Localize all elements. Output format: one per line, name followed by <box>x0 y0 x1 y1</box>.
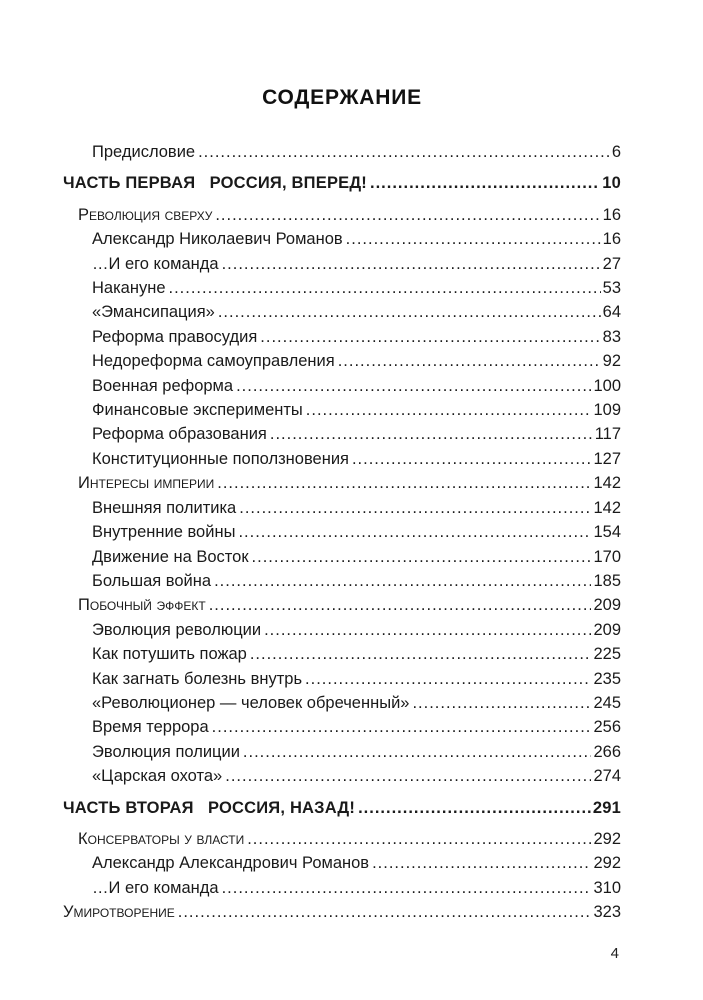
toc-entry-page: 292 <box>593 854 621 873</box>
toc-entry <box>63 374 621 398</box>
toc-entry-label: Революция сверху <box>78 205 213 224</box>
toc-entry-page: 64 <box>602 303 621 322</box>
toc-entry-label: Эволюция полиции <box>92 742 240 761</box>
toc-entry-label: Как загнать болезнь внутрь <box>92 669 303 688</box>
toc-entry-label: Большая война <box>92 571 212 590</box>
toc-entry <box>63 349 621 373</box>
page-number: 4 <box>610 945 619 962</box>
toc-entry-page: 6 <box>611 143 621 161</box>
toc-entry-page: 245 <box>593 693 621 712</box>
toc-entry-label: Александр Александрович Романов <box>92 854 370 873</box>
toc-entry <box>63 471 621 495</box>
toc-list <box>63 140 621 925</box>
toc-entry <box>63 569 621 593</box>
toc-entry <box>63 398 621 422</box>
toc-entry <box>63 300 621 324</box>
toc-entry-label: Александр Николаевич Романов <box>92 230 343 249</box>
toc-entry-label: Военная реформа <box>92 376 234 395</box>
toc-entry-page: 235 <box>593 669 621 688</box>
dot-leader <box>346 227 601 251</box>
dot-leader <box>372 851 591 875</box>
toc-entry <box>63 667 621 691</box>
dot-leader <box>222 252 601 276</box>
dot-leader <box>252 545 592 569</box>
toc-entry-label: Недореформа самоуправления <box>92 352 335 371</box>
dot-leader <box>352 447 592 471</box>
toc-entry-page: 225 <box>593 645 621 664</box>
toc-entry <box>63 715 621 739</box>
toc-entry <box>63 325 621 349</box>
toc-entry-page: 323 <box>593 903 621 922</box>
toc-entry-label: Интересы империи <box>78 474 215 493</box>
toc-entry-page: 10 <box>602 174 621 193</box>
dot-leader <box>238 520 591 544</box>
dot-leader <box>260 325 600 349</box>
toc-entry-page: 256 <box>593 718 621 737</box>
toc-entry-page: 16 <box>602 230 621 249</box>
toc-entry-page: 100 <box>593 376 621 395</box>
toc-entry <box>63 203 621 227</box>
toc-entry-page: 154 <box>593 523 621 542</box>
toc-entry <box>63 618 621 642</box>
toc-entry-page: 142 <box>593 474 621 493</box>
toc-entry-label: «Революционер — человек обреченный» <box>92 693 410 712</box>
toc-entry-label: ЧАСТЬ ВТОРАЯ РОССИЯ, НАЗАД! <box>63 798 356 817</box>
toc-entry-page: 92 <box>602 352 621 371</box>
toc-entry-label: Движение на Восток <box>92 547 249 566</box>
toc-entry-label: Накануне <box>92 279 166 298</box>
dot-leader <box>247 827 591 851</box>
dot-leader <box>222 876 592 900</box>
toc-entry-label: Предисловие <box>92 143 196 161</box>
toc-entry-page: 109 <box>593 401 621 420</box>
dot-leader <box>239 496 591 520</box>
dot-leader <box>212 715 592 739</box>
toc-entry <box>63 691 621 715</box>
toc-entry <box>63 227 621 251</box>
toc-title: СОДЕРЖАНИЕ <box>262 86 422 109</box>
toc-entry <box>63 422 621 446</box>
toc-entry <box>63 252 621 276</box>
toc-entry-page: 83 <box>602 327 621 346</box>
dot-leader <box>306 398 592 422</box>
toc-entry-page: 291 <box>592 798 621 817</box>
dot-leader <box>169 276 601 300</box>
dot-leader <box>236 374 591 398</box>
toc-entry-page: 292 <box>593 829 621 848</box>
toc-entry-label: Реформа образования <box>92 425 267 444</box>
toc-entry-label: Внешняя политика <box>92 498 237 517</box>
toc-entry <box>63 740 621 764</box>
toc-entry-label: Реформа правосудия <box>92 327 258 346</box>
toc-entry-page: 274 <box>593 767 621 786</box>
dot-leader <box>338 349 601 373</box>
toc-entry <box>63 520 621 544</box>
toc-entry <box>63 851 621 875</box>
toc-entry-page: 170 <box>593 547 621 566</box>
toc-entry-page: 209 <box>593 620 621 639</box>
toc-entry-label: Как потушить пожар <box>92 645 247 664</box>
toc-entry <box>63 796 621 820</box>
toc-entry-label: «Царская охота» <box>92 767 223 786</box>
toc-entry-page: 27 <box>602 254 621 273</box>
dot-leader <box>358 796 591 820</box>
toc-entry-label: Время террора <box>92 718 209 737</box>
toc-entry <box>63 276 621 300</box>
dot-leader <box>370 171 600 195</box>
toc-entry <box>63 593 621 617</box>
toc-entry <box>63 900 621 924</box>
toc-entry-label: Консерваторы у власти <box>78 829 245 848</box>
toc-entry-page: 117 <box>594 425 621 444</box>
toc-entry-page: 185 <box>593 571 621 590</box>
toc-entry-page: 16 <box>602 205 621 224</box>
dot-leader <box>225 764 591 788</box>
dot-leader <box>178 900 592 924</box>
toc-entry-page: 266 <box>593 742 621 761</box>
dot-leader <box>270 422 593 446</box>
toc-entry-page: 310 <box>593 878 621 897</box>
dot-leader <box>215 203 600 227</box>
dot-leader <box>412 691 591 715</box>
toc-entry-label: Побочный эффект <box>78 596 206 615</box>
toc-entry-label: Внутренние войны <box>92 523 236 542</box>
toc-entry <box>63 496 621 520</box>
dot-leader <box>209 593 592 617</box>
toc-entry-page: 53 <box>602 279 621 298</box>
toc-entry <box>63 764 621 788</box>
dot-leader <box>217 471 591 495</box>
toc-entry <box>63 545 621 569</box>
toc-entry-label: Умиротворение <box>63 903 175 922</box>
dot-leader <box>250 642 592 666</box>
dot-leader <box>305 667 591 691</box>
toc-entry-label: Конституционные поползновения <box>92 449 349 468</box>
toc-entry-page: 142 <box>593 498 621 517</box>
toc-entry-label: Эволюция революции <box>92 620 262 639</box>
toc-entry-page: 209 <box>593 596 621 615</box>
toc-entry <box>63 171 621 195</box>
toc-entry <box>63 642 621 666</box>
toc-entry-label: …И его команда <box>92 254 219 273</box>
dot-leader <box>243 740 592 764</box>
dot-leader <box>198 140 610 164</box>
toc-entry <box>63 140 621 164</box>
dot-leader <box>218 300 601 324</box>
dot-leader <box>264 618 591 642</box>
toc-entry-label: ЧАСТЬ ПЕРВАЯ РОССИЯ, ВПЕРЕД! <box>63 174 367 193</box>
toc-entry-label: Финансовые эксперименты <box>92 401 303 420</box>
toc-entry-label: «Эмансипация» <box>92 303 215 322</box>
dot-leader <box>214 569 591 593</box>
toc-entry <box>63 447 621 471</box>
toc-entry <box>63 876 621 900</box>
toc-entry <box>63 827 621 851</box>
toc-entry-page: 127 <box>593 449 621 468</box>
toc-entry-label: …И его команда <box>92 878 219 897</box>
